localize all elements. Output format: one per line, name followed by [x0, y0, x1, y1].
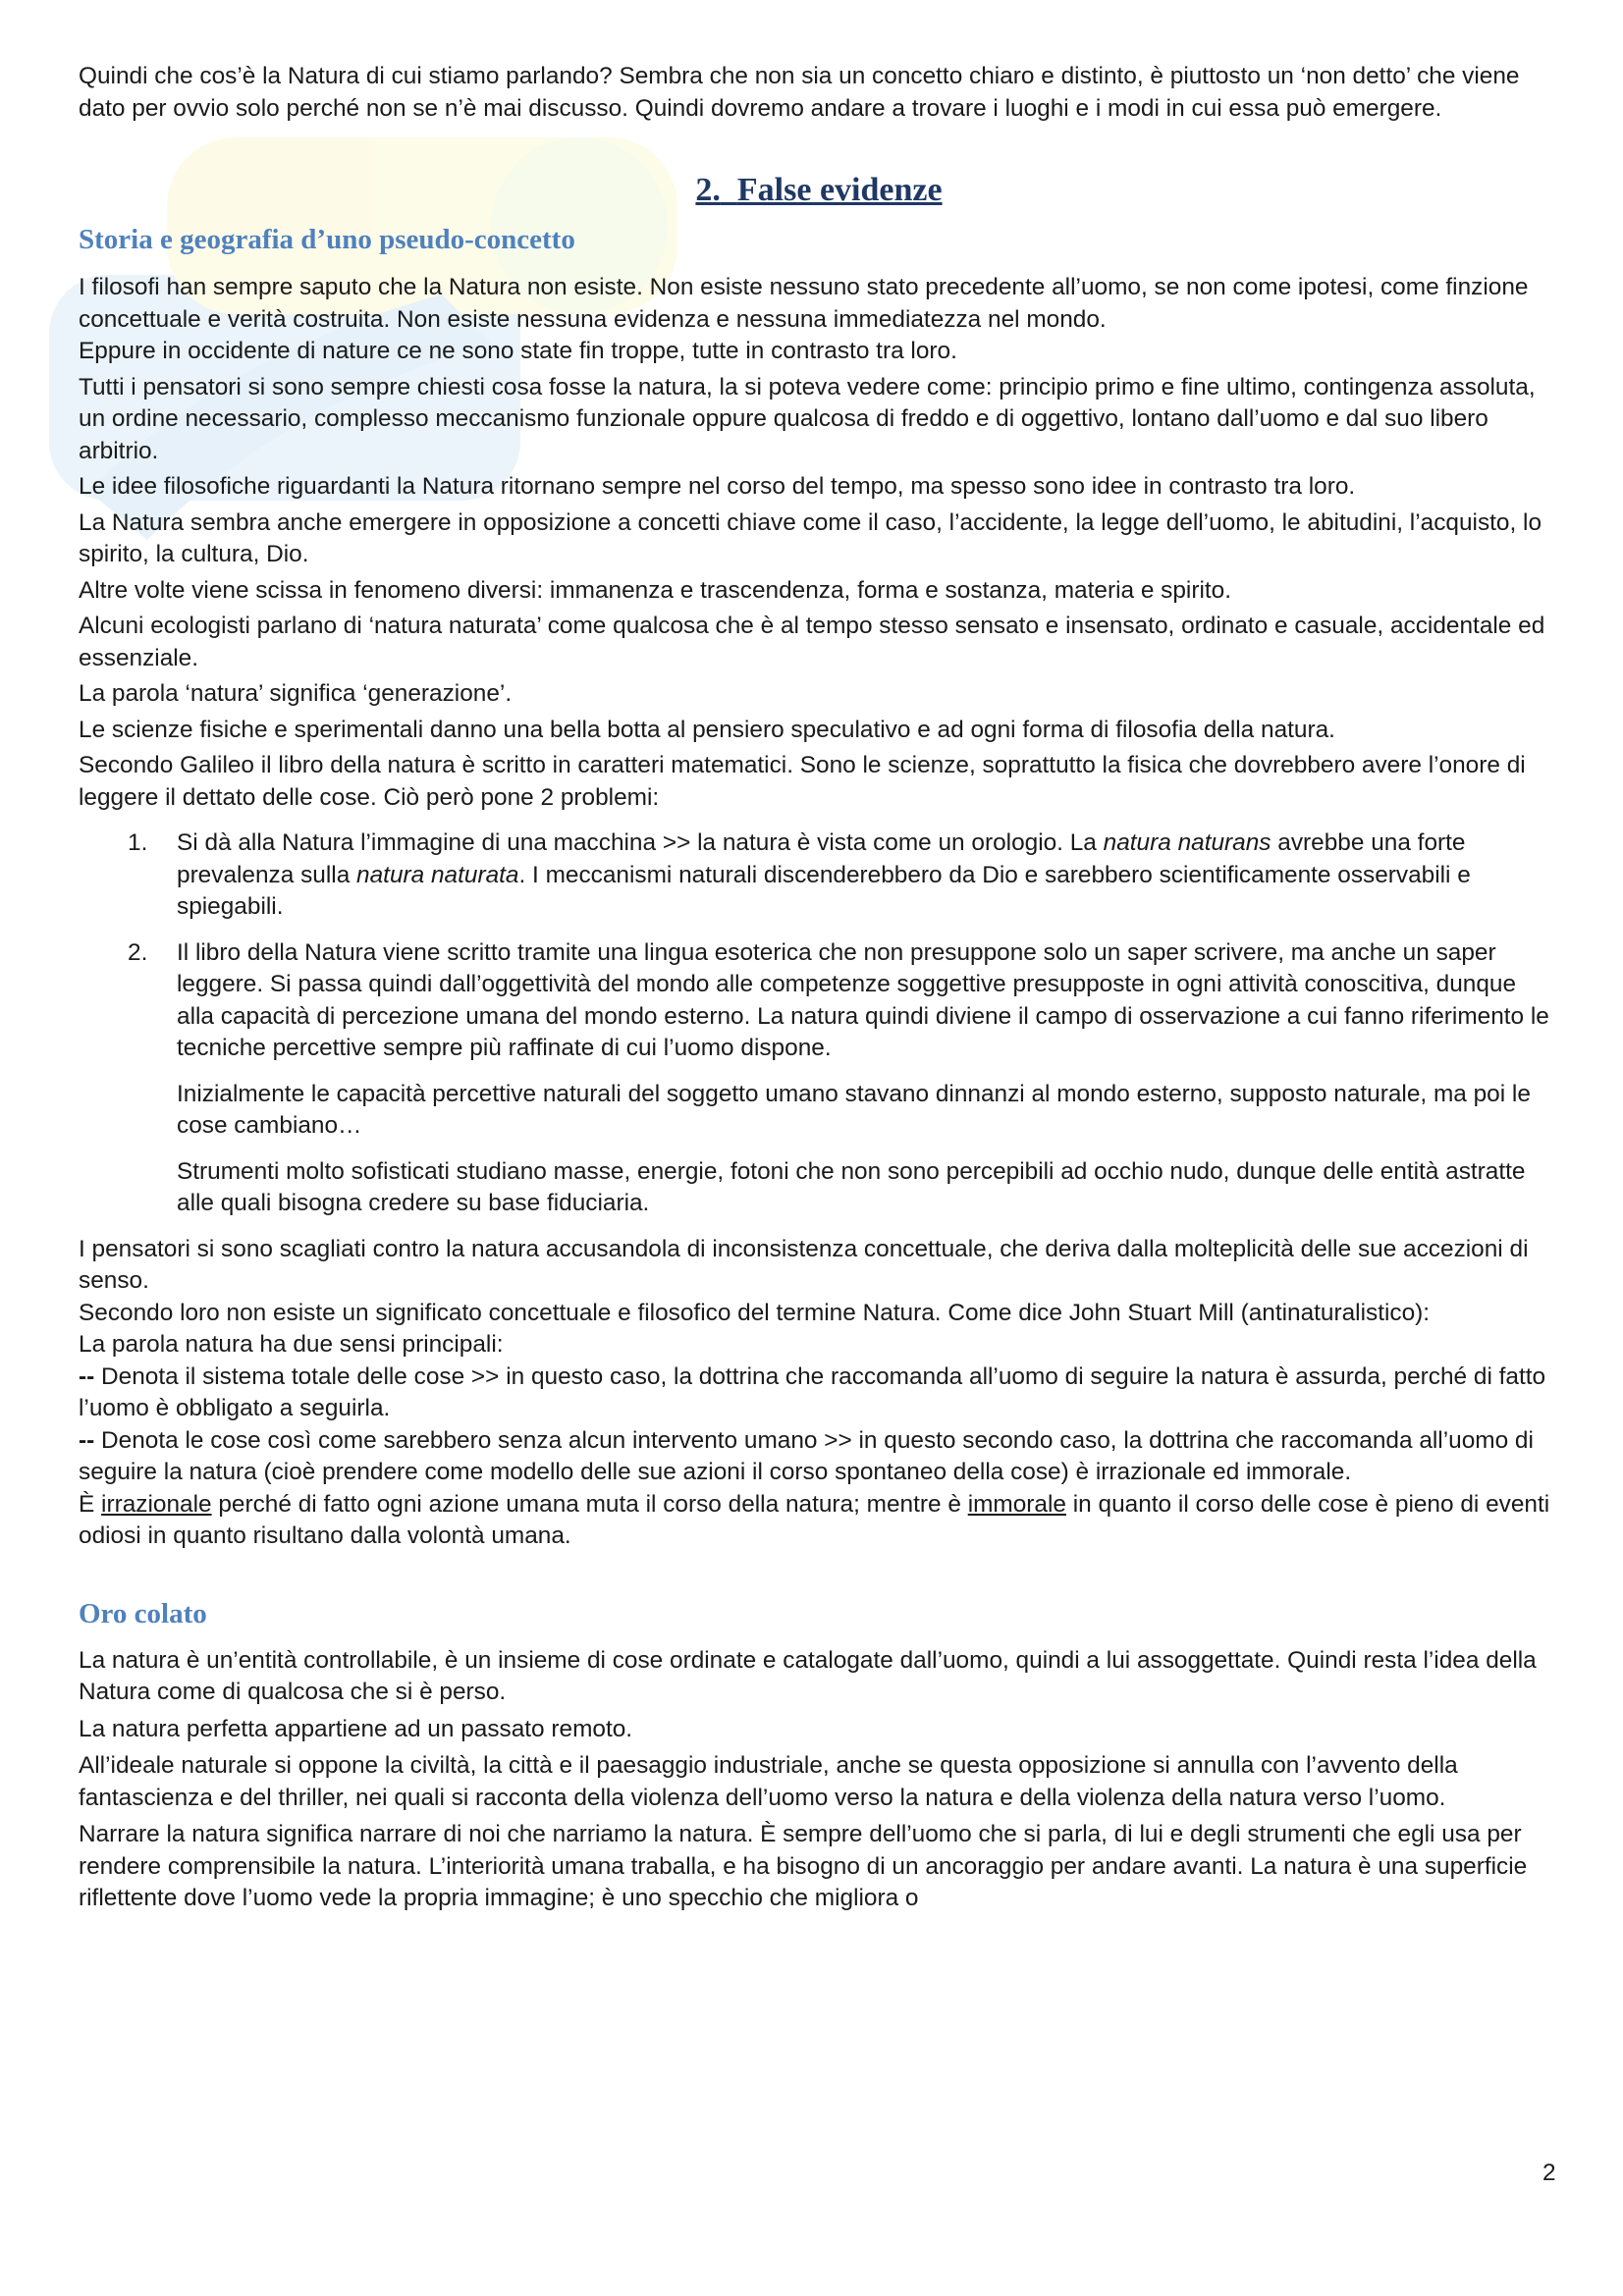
list-item — [79, 828, 1559, 924]
paragraph: Le idee filosofiche riguardanti la Natura ritornano sempre nel corso del tempo, ma spesso sono idee in contrasto tra loro. — [79, 473, 1356, 500]
paragraph: I filosofi han sempre saputo che la Natura non esiste. Non esiste nessuno stato precedente all’uomo, se non come ipotesi, come finzione concettuale e verità costruita. Non esiste nessuna evidenza e nessuna immediatezza nel mondo. — [79, 274, 1529, 333]
paragraph: Secondo Galileo il libro della natura è scritto in caratteri matematici. Sono le scienze, soprattutto la fisica che dovrebbero avere l’onore di leggere il dettato delle cose. Ciò però pone 2 problemi: — [79, 752, 1526, 811]
list-continuation: Strumenti molto sofisticati studiano masse, energie, fotoni che non sono percepibili ad occhio nudo, dunque delle entità astratte alle quali bisogna credere su base fiduciaria. — [177, 1157, 1526, 1216]
paragraph: Le scienze fisiche e sperimentali danno una bella botta al pensiero speculativo e ad ogni forma di filosofia della natura. — [79, 716, 1335, 743]
section-title: False evidenze — [736, 172, 943, 208]
paragraph: Alcuni ecologisti parlano di ‘natura naturata’ come qualcosa che è al tempo stesso sensato e insensato, ordinato e casuale, accidentale ed essenziale. — [79, 613, 1545, 671]
section-number: 2. — [695, 172, 721, 208]
paragraph: La parola natura ha due sensi principali: — [79, 1331, 504, 1358]
underlined-term: irrazionale — [101, 1490, 212, 1518]
paragraph: Eppure in occidente di nature ce ne sono state fin troppe, tutte in contrasto tra loro. — [79, 338, 957, 364]
subheading-storia: Storia e geografia d’uno pseudo-concetto — [79, 224, 575, 255]
list-item-text: Il libro della Natura viene scritto tramite una lingua esoterica che non presuppone solo un saper scrivere, ma anche un saper leggere. Si passa quindi dall’oggettività del mondo alle competenze soggettive presupposte in ogni attività conoscitiva, dunque alla capacità di percezione umana del mondo esterno. La natura quindi diviene il campo di osservazione a cui fanno riferimento le tecniche percettive sempre più raffinate di cui l’uomo dispone. — [177, 938, 1549, 1061]
list-item-text: Si dà alla Natura l’immagine di una macchina >> la natura è vista come un orologio. La natura naturans avrebbe una forte prevalenza sulla natura naturata. I meccanismi naturali discenderebbero da Dio e sarebbero scientificamente osservabili e spiegabili. — [177, 829, 1471, 920]
paragraph: È irrazionale perché di fatto ogni azione umana muta il corso della natura; mentre è immorale in quanto il corso delle cose è pieno di eventi odiosi in quanto risultano dalla volontà umana. — [79, 1490, 1550, 1549]
numbered-list — [79, 828, 1559, 1065]
dash-item: -- Denota il sistema totale delle cose >> in questo caso, la dottrina che raccomanda all’uomo di seguire la natura è assurda, perché di fatto l’uomo è obbligato a seguirla. — [79, 1362, 1546, 1421]
list-item — [79, 937, 1559, 1065]
paragraph: Narrare la natura significa narrare di noi che narriamo la natura. È sempre dell’uomo che si parla, di lui e degli strumenti che egli usa per rendere comprensibile la natura. L’interiorità umana traballa, e ha bisogno di un ancoraggio per andare avanti. La natura è una superficie riflettente dove l’uomo vede la propria immagine; è uno specchio che migliora o — [79, 1821, 1528, 1911]
paragraph: All’ideale naturale si oppone la civiltà, la città e il paesaggio industriale, anche se questa opposizione si annulla con l’avvento della fantascienza e del thriller, nei quali si racconta della violenza dell’uomo verso la natura e della violenza della natura verso l’uomo. — [79, 1752, 1458, 1811]
page-number: 2 — [1542, 2160, 1556, 2186]
underlined-term: immorale — [967, 1490, 1066, 1518]
paragraph: Altre volte viene scissa in fenomeno diversi: immanenza e trascendenza, forma e sostanza, materia e spirito. — [79, 576, 1232, 604]
paragraph: La parola ‘natura’ significa ‘generazione’. — [79, 680, 513, 707]
dash-item: -- Denota le cose così come sarebbero senza alcun intervento umano >> in questo secondo caso, la dottrina che raccomanda all’uomo di seguire la natura (cioè prendere come modello delle sue azioni il corso spontaneo della cose) è irrazionale ed immorale. — [79, 1426, 1534, 1485]
paragraph: La natura perfetta appartiene ad un passato remoto. — [79, 1715, 633, 1742]
paragraph: I pensatori si sono scagliati contro la natura accusandola di inconsistenza concettuale, che deriva dalla molteplicità delle sue accezioni di senso. — [79, 1235, 1529, 1294]
document-page — [79, 61, 1559, 1915]
paragraph: La Natura sembra anche emergere in opposizione a concetti chiave come il caso, l’accidente, la legge dell’uomo, le abitudini, l’acquisto, lo spirito, la cultura, Dio. — [79, 508, 1542, 567]
subheading-oro-colato: Oro colato — [79, 1597, 207, 1629]
dash-marker: -- — [79, 1426, 95, 1454]
dash-marker: -- — [79, 1362, 95, 1390]
list-number: 2. — [128, 938, 148, 966]
section-heading — [79, 171, 1559, 210]
list-number: 1. — [128, 829, 148, 856]
list-continuation: Inizialmente le capacità percettive naturali del soggetto umano stavano dinnanzi al mondo esterno, supposto naturale, ma poi le cose cambiano… — [177, 1080, 1531, 1139]
paragraph: Tutti i pensatori si sono sempre chiesti cosa fosse la natura, la si poteva vedere come: principio primo e fine ultimo, contingenza assoluta, un ordine necessario, complesso meccanismo funzionale oppure qualcosa di freddo e di oggettivo, lontano dall’uomo e dal suo libero arbitrio. — [79, 373, 1536, 464]
paragraph: La natura è un’entità controllabile, è un insieme di cose ordinate e catalogate dall’uomo, quindi a lui assoggettate. Quindi resta l’idea della Natura come di qualcosa che si è perso. — [79, 1646, 1537, 1705]
intro-paragraph: Quindi che cos’è la Natura di cui stiamo parlando? Sembra che non sia un concetto chiaro e distinto, è piuttosto un ‘non detto’ che viene dato per ovvio solo perché non se n’è mai discusso. Quindi dovremo andare a trovare i luoghi e i modi in cui essa può emergere. — [79, 63, 1520, 122]
paragraph: Secondo loro non esiste un significato concettuale e filosofico del termine Natura. Come dice John Stuart Mill (antinaturalistico): — [79, 1299, 1431, 1326]
